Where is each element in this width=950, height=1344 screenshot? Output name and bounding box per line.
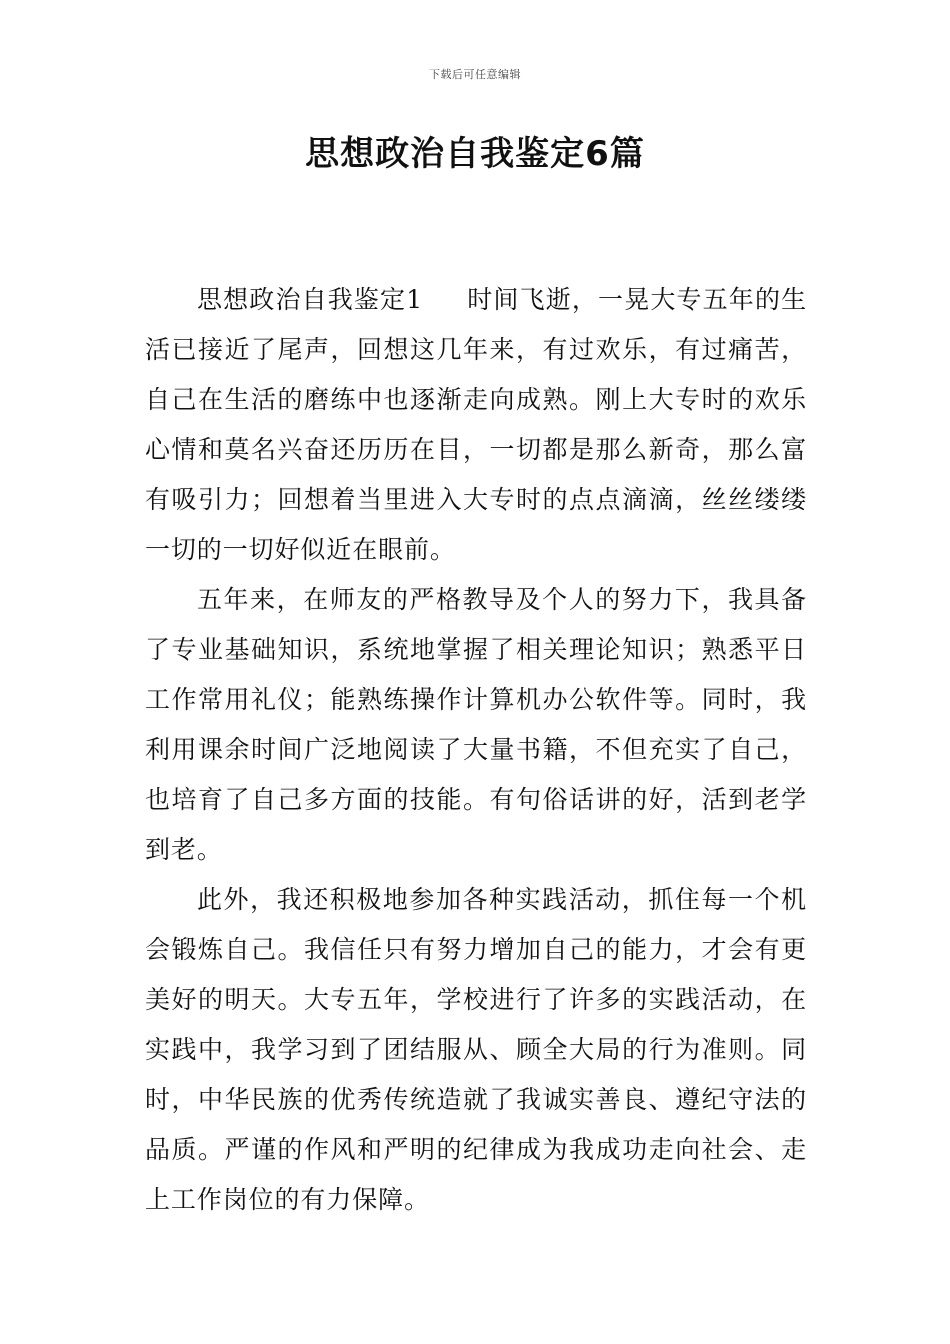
header-note: 下载后可任意编辑	[429, 68, 521, 81]
document-title: 思想政治自我鉴定6篇	[305, 134, 645, 174]
document-body	[145, 275, 807, 1225]
paragraph-1	[145, 275, 807, 575]
paragraph-3: 此外，我还积极地参加各种实践活动，抓住每一个机会锻炼自己。我信任只有努力增加自己的能力，才会有更美好的明天。大专五年，学校进行了许多的实践活动，在实践中，我学习到了团结服从、顾全大局的行为准则。同时，中华民族的优秀传统造就了我诚实善良、遵纪守法的品质。严谨的作风和严明的纪律成为我成功走向社会、走上工作岗位的有力保障。	[145, 885, 807, 1214]
paragraph-2: 五年来，在师友的严格教导及个人的努力下，我具备了专业基础知识，系统地掌握了相关理论知识；熟悉平日工作常用礼仪；能熟练操作计算机办公软件等。同时，我利用课余时间广泛地阅读了大量书籍，不但充实了自己，也培育了自己多方面的技能。有句俗话讲的好，活到老学到老。	[145, 585, 807, 864]
paragraph-1-text: 时间飞逝，一晃大专五年的生活已接近了尾声，回想这几年来，有过欢乐，有过痛苦，自己在生活的磨练中也逐渐走向成熟。刚上大专时的欢乐心情和莫名兴奋还历历在目，一切都是那么新奇，那么富有吸引力；回想着当里进入大专时的点点滴滴，丝丝缕缕一切的一切好似近在眼前。	[145, 285, 808, 564]
section-heading: 思想政治自我鉴定1	[197, 285, 424, 314]
